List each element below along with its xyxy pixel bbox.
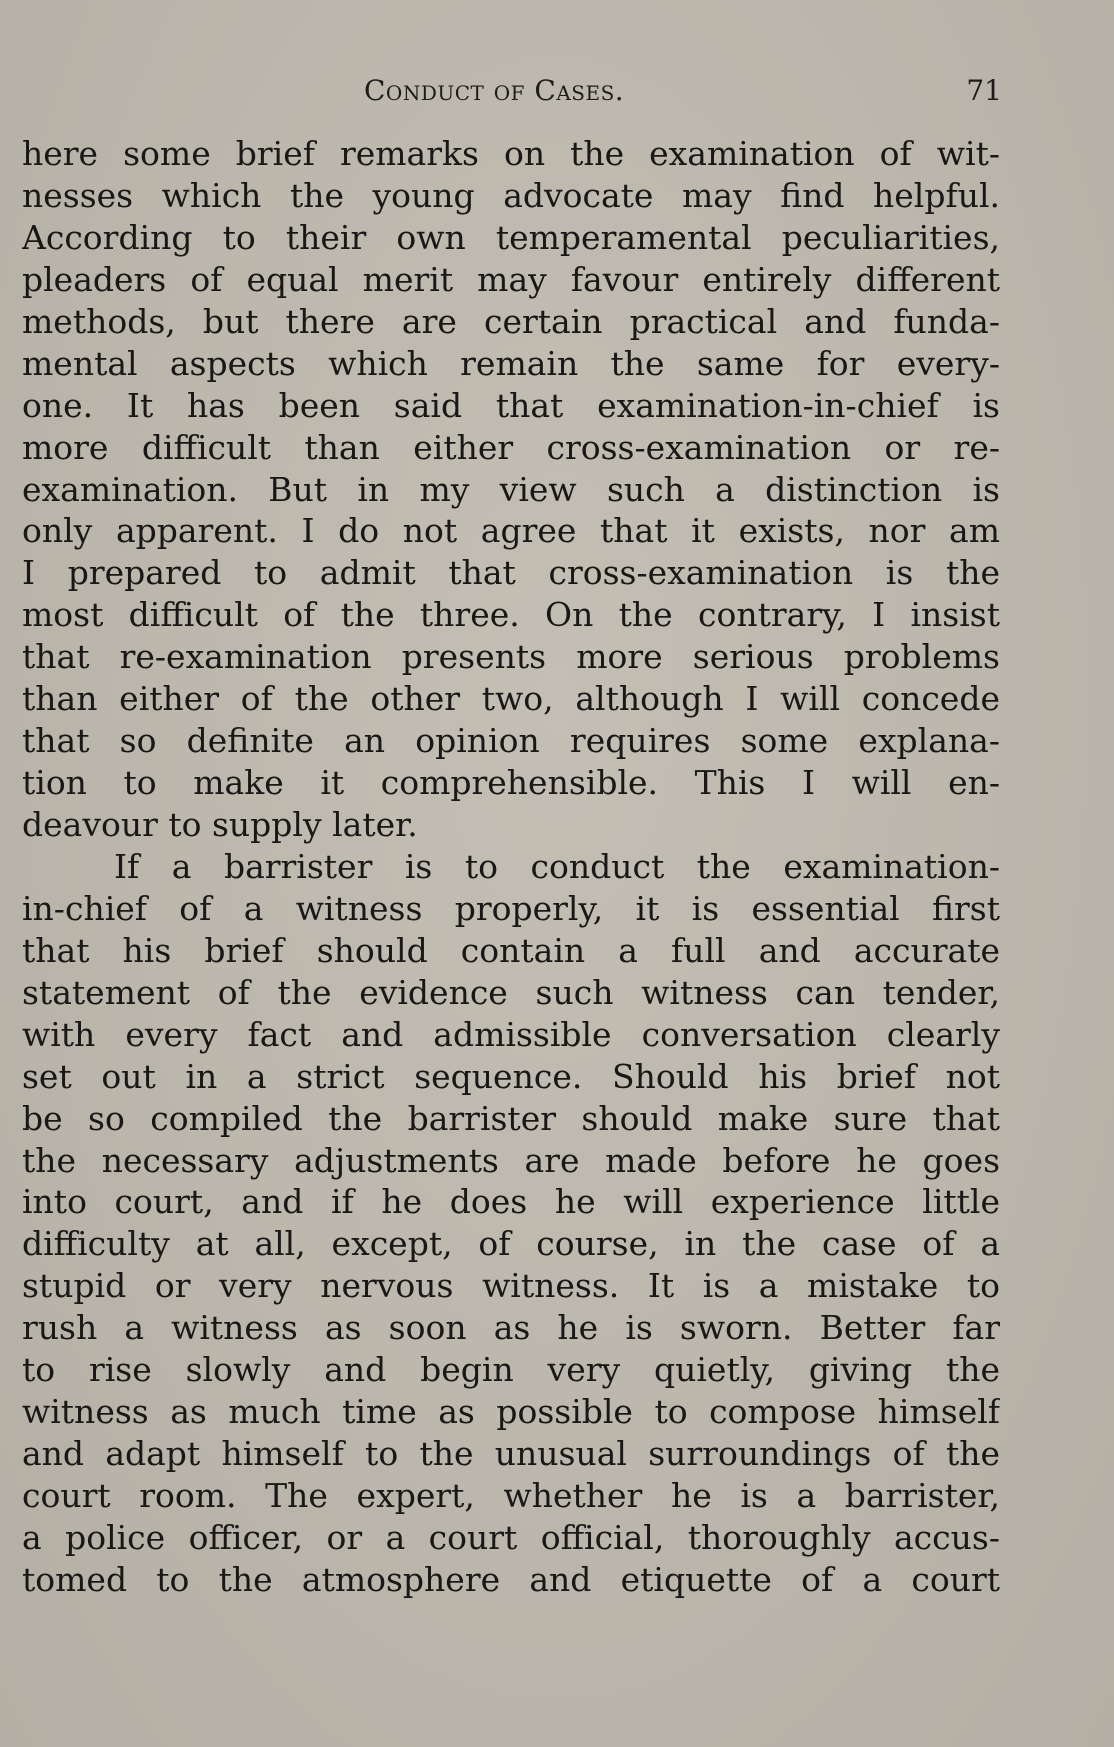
text-line: than either of the other two, although I will concede — [22, 679, 1000, 719]
paragraph-first-line: If a barrister is to conduct the examination- — [114, 846, 1000, 886]
text-line: into court, and if he does he will experience little — [22, 1182, 1000, 1222]
text-line: that his brief should contain a full and accurate — [22, 930, 1000, 970]
text-line: stupid or very nervous witness. It is a mistake to — [22, 1266, 1000, 1306]
text-line: witness as much time as possible to compose himself — [22, 1392, 1000, 1432]
text-line: tomed to the atmosphere and etiquette of a court — [22, 1559, 1000, 1599]
text-line: here some brief remarks on the examination of wit- — [22, 134, 1000, 173]
text-line: and adapt himself to the unusual surroundings of the — [22, 1434, 1000, 1474]
text-line: difficulty at all, except, of course, in the case of a — [22, 1224, 1000, 1264]
paragraph-last-line: deavour to supply later. — [22, 805, 418, 844]
text-line: pleaders of equal merit may favour entirely different — [22, 259, 1000, 299]
text-line: that re-examination presents more serious problems — [22, 637, 1000, 677]
text-line: be so compiled the barrister should make sure that — [22, 1098, 1000, 1138]
text-line: only apparent. I do not agree that it exists, nor am — [22, 511, 1000, 551]
text-line: the necessary adjustments are made before he goes — [22, 1140, 1000, 1180]
text-line: I prepared to admit that cross-examination is the — [22, 553, 1000, 593]
page-number: 71 — [966, 74, 1002, 107]
running-head — [22, 74, 1002, 114]
text-line: mental aspects which remain the same for every- — [22, 343, 1000, 383]
text-line: rush a witness as soon as he is sworn. Better far — [22, 1308, 1000, 1348]
text-line: more difficult than either cross-examination or re- — [22, 427, 1000, 467]
text-line: statement of the evidence such witness can tender, — [22, 972, 1000, 1012]
text-line: examination. But in my view such a distinction is — [22, 469, 1000, 509]
running-head-title: Conduct of Cases. — [364, 74, 625, 107]
text-line: court room. The expert, whether he is a barrister, — [22, 1476, 1000, 1515]
text-line: set out in a strict sequence. Should his brief not — [22, 1056, 1000, 1096]
text-line: tion to make it comprehensible. This I will en- — [22, 763, 1000, 803]
text-line: nesses which the young advocate may find helpful. — [22, 175, 1000, 215]
text-line: most difficult of the three. On the contrary, I insist — [22, 595, 1000, 635]
text-line: in-chief of a witness properly, it is essential first — [22, 888, 1000, 928]
text-line: a police officer, or a court official, thoroughly accus- — [22, 1517, 1000, 1557]
body-text — [22, 133, 1000, 1601]
text-line: to rise slowly and begin very quietly, giving the — [22, 1350, 1000, 1390]
text-line: According to their own temperamental peculiarities, — [22, 217, 1000, 257]
text-line: one. It has been said that examination-in-chief is — [22, 385, 1000, 425]
text-line: with every fact and admissible conversation clearly — [22, 1014, 1000, 1054]
text-line: methods, but there are certain practical and funda- — [22, 301, 1000, 341]
text-line: that so definite an opinion requires some explana- — [22, 721, 1000, 761]
